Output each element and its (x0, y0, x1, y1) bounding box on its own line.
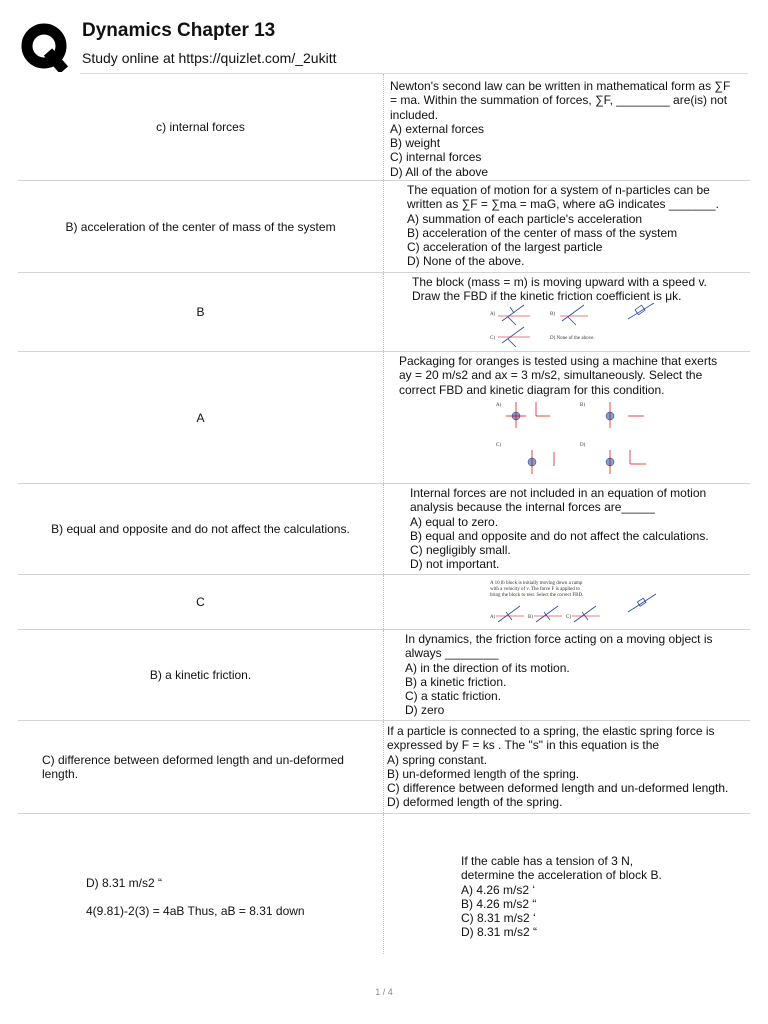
card-definition: Internal forces are not included in an equation of motion analysis because the internal forces are_____ A) equal to zero. B) equal and opposite and do not affect the calculations. C) negligibly small. D) not important. (410, 486, 709, 572)
card-definition: The equation of motion for a system of n-particles can be written as ∑F = ∑ma = maG, where aG indicates _______. A) summation of each particle's acceleration B) acceleration of the center of mass of the system C) acceleration of the largest particle D) None of the above. (407, 183, 719, 269)
header (18, 18, 758, 72)
fbd-figure (488, 303, 668, 349)
card-row (18, 575, 750, 630)
card-term: B) acceleration of the center of mass of the system (65, 219, 336, 234)
svg-text:C): C) (566, 615, 571, 620)
svg-text:B): B) (528, 615, 533, 620)
card-definition: If the cable has a tension of 3 N, determine the acceleration of block B. A) 4.26 m/s2 ‘ B) 4.26 m/s2 “ C) 8.31 m/s2 ‘ D) 8.31 m/s2 “ (461, 854, 662, 940)
card-row (18, 74, 750, 181)
card-term: c) internal forces (156, 120, 245, 134)
card-row (18, 484, 750, 575)
svg-text:D): D) (580, 443, 586, 448)
svg-text:A): A) (490, 312, 496, 317)
svg-text:A 10 lb block is initially mov: A 10 lb block is initially moving down a ramp (490, 581, 583, 586)
card-row (18, 273, 750, 352)
ramp-figure (488, 578, 663, 626)
card-term: B) equal and opposite and do not affect the calculations. (51, 522, 350, 536)
card-term: B) a kinetic friction. (149, 668, 252, 682)
card-row (18, 814, 750, 954)
card-definition: Packaging for oranges is tested using a machine that exerts ay = 20 m/s2 and ax = 3 m/s2, simultaneously. Select the correct FBD and kinetic diagram for this condition. (399, 354, 718, 397)
quizlet-logo-icon (20, 22, 70, 72)
card-term: B (196, 305, 205, 319)
card-term: C (196, 595, 205, 609)
svg-text:with a velocity of v. The forc: with a velocity of v. The force F is applied to (490, 587, 580, 592)
svg-text:D) None of the above.: D) None of the above. (550, 336, 595, 341)
card-term: C) difference between deformed length and un-deformed length. (42, 753, 344, 781)
svg-text:C): C) (496, 443, 501, 448)
card-definition: If a particle is connected to a spring, the elastic spring force is expressed by F = ks . The "s" in this equation is the A) spring constant. B) un-deformed length of the spring. C) difference between deformed length and un-deformed length. D) deformed length of the spring. (387, 724, 729, 810)
page-number: 1 / 4 (375, 987, 393, 997)
card-row (18, 721, 750, 814)
card-row (18, 181, 750, 273)
card-term: A (196, 410, 205, 425)
svg-text:B): B) (580, 403, 585, 408)
card-row (18, 630, 750, 721)
card-row (18, 352, 750, 484)
svg-text:A): A) (490, 615, 496, 620)
card-definition: The block (mass = m) is moving upward with a speed v. Draw the FBD if the kinetic friction coefficient is μk. (412, 275, 707, 304)
svg-text:C): C) (490, 336, 495, 341)
study-link[interactable]: Study online at https://quizlet.com/_2ukitt (82, 50, 337, 66)
svg-text:bring the block to rest. Selec: bring the block to rest. Select the correct FBD. (490, 593, 584, 598)
svg-text:A): A) (496, 403, 502, 408)
page-title: Dynamics Chapter 13 (82, 20, 276, 41)
card-definition: In dynamics, the friction force acting on a moving object is always ________ A) in the direction of its motion. B) a kinetic friction. C) a static friction. D) zero (405, 632, 713, 718)
svg-text:B): B) (550, 312, 555, 317)
card-definition: Newton's second law can be written in mathematical form as ∑F = ma. Within the summation of forces, ∑F, ________ are(is) not included. A) external forces B) weight C) internal forces D) All of the above (390, 79, 731, 179)
card-term: D) 8.31 m/s2 “ 4(9.81)-2(3) = 4aB Thus, aB = 8.31 down (86, 876, 305, 918)
kinetic-diagram-figure (496, 398, 666, 480)
